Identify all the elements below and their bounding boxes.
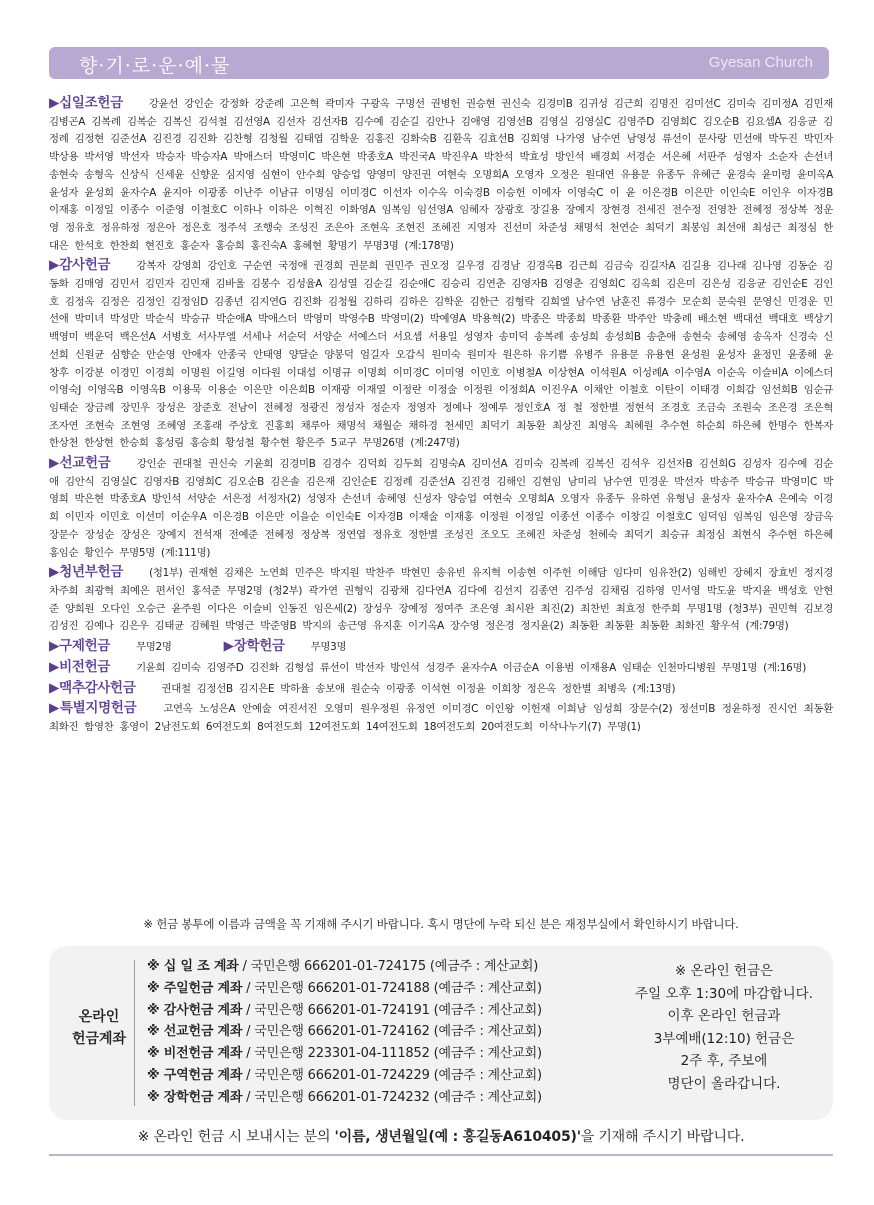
note-line: 3부예배(12:10) 헌금은 bbox=[653, 1030, 795, 1047]
note-line: 2주 후, 주보에 bbox=[680, 1053, 768, 1069]
section-names: 강윤선 강인순 강정화 강준례 고은혁 곽미자 구광옥 구명선 권병헌 권승현 권신숙 김경미B 김귀성 김근희 김명진 김미선C 김미숙 김미정A 김민재 김병곤A 김복례 김복순 김복신 김석철 김선영A 김선자 김선자B 김수예 김순길 김안나 김애영 김영선B 김영실 김영실C 김영주D 김영희C 김오순B 김요셉A 김응균 김정례 김정현 김준선A 김진경 김진화 김찬형 김청월 김태엽 김학운 김홍진 김화숙B 김환옥 김효선B 김희영 나가영 남수연 남영성 류선이 문사랑 민선애 박두진 박민자 박상용 박서영 박선자 박승자 박승자A 박애스더 박영미C 박은현 박종호A 박진국A 박진우A 박찬석 박효성 방인석 배경희 서경순 서은혜 서판주 성영자 소순자 손선녀 송현숙 송형옥 신상식 신세윤 신향운 심지영 심현이 안수희 양승업 양영미 양진권 여현숙 오명희A 오영자 오정은 원대연 유용문 유종두 유혜근 윤경숙 윤미령 윤미옥A 윤성자 윤성희 윤자수A 윤지아 이광종 이난주 이남규 이명심 이미경C 이선자 이수옥 이숙경B 이승헌 이에자 이영숙C 이 윤 이은경B 이은만 이인숙E 이인우 이자경B 이재홍 이정일 이종수 이준영 이철호C 이하나 이하은 이혁진 이화영A 임복임 임선영A 임혜자 장광호 장길용 장예지 장현경 전세진 전수정 전영찬 전혜정 정상복 정운영 정유호 정유하정 정은아 정은호 정주석 조행숙 조성진 조은아 조현옥 조현진 조혜진 지영자 진선미 차준성 채명석 천연순 최덕기 최봉임 최선애 최성근 최정심 한대은 한석호 한찬희 현진호 홍순자 홍승희 홍진숙A 홍혜현 황명기 무명3명 (계:178명) bbox=[49, 98, 833, 252]
envelope-notice: ※ 헌금 봉투에 이름과 금액을 꼭 기재해 주시기 바랍니다. 혹시 명단에 누락 되신 분은 재정부실에서 확인하시기 바랍니다. bbox=[143, 917, 739, 931]
section-names: (청1부) 권재현 김채은 노연희 민주은 박지원 박찬주 박현민 송유빈 유지혁 이송현 이주헌 이해담 임다미 임유찬(2) 임해빈 장혜지 장효빈 정지경 차주희 최광혁 최예은 편서인 홍석준 무명2명 (청2부) 곽가연 권형익 김광채 김다연A 김다예 김선지 김종연 김주성 김채림 김하영 민서영 박도윤 박지윤 백성호 안현준 양희원 오다인 오승근 윤주원 이다은 이슬비 인동진 임은세(2) 장성우 장예정 정여주 조은영 최시완 최진(2) 최찬빈 최효정 한주희 무명1명 (청3부) 권민혁 김보경 김성진 김예나 김은우 김태균 김혜원 박영근 박준영B 박지의 송근영 유지훈 이기옥A 장수영 정은경 정지윤(2) 최동환 최동환 최동환 최화진 황우석 (계:79명) bbox=[49, 567, 833, 633]
account-name: ※ 감사헌금 계좌 bbox=[147, 1002, 243, 1018]
account-info: / 국민은행 223301-04-111852 (예금주 : 계산교회) bbox=[242, 1046, 542, 1062]
account-row bbox=[147, 1043, 617, 1065]
note-line: 명단이 올라갑니다. bbox=[667, 1075, 781, 1092]
online-offering-box bbox=[49, 946, 833, 1120]
footer-suffix: 을 기재해 주시기 바랍니다. bbox=[580, 1129, 745, 1145]
label-line: 온라인 bbox=[78, 1009, 120, 1025]
account-row bbox=[147, 1065, 617, 1087]
account-info: / 국민은행 666201-01-724188 (예금주 : 계산교회) bbox=[242, 980, 542, 996]
footer-prefix: ※ 온라인 헌금 시 보내시는 분의 bbox=[137, 1129, 335, 1145]
section-vision bbox=[49, 659, 833, 678]
note-line: 이후 온라인 헌금과 bbox=[667, 1008, 781, 1024]
online-offering-label bbox=[59, 1006, 139, 1050]
account-name: ※ 선교헌금 계좌 bbox=[147, 1024, 243, 1040]
bottom-divider bbox=[49, 1154, 833, 1156]
account-row bbox=[147, 1000, 617, 1022]
account-row bbox=[147, 956, 617, 978]
account-info: / 국민은행 666201-01-724232 (예금주 : 계산교회) bbox=[242, 1089, 542, 1105]
section-relief-scholarship bbox=[49, 638, 833, 657]
church-name: Gyesan Church bbox=[708, 54, 813, 71]
account-list bbox=[147, 956, 617, 1109]
section-thanks bbox=[49, 257, 833, 453]
section-names: 강복자 강영희 강인호 구순연 국정애 권경희 권문희 권민주 권오정 길우경 김경남 김경옥B 김근희 김금숙 김길자A 김길용 김나래 김나영 김동순 김동화 김매영 김민서 김민자 김민재 김바울 김봉수 김성율A 김성열 김순길 김순애C 김승리 김연춘 김영자B 김영춘 김영희C 김옥희 김은미 김은성 김응균 김인순E 김인호 김정옥 김정은 김정인 김정임D 김종년 김지연G 김진화 김청월 김하리 김하은 김학운 김한근 김형락 김희엘 남수연 남훈진 류경수 모순희 문숙원 문영신 민경운 민선애 박미녀 박성만 박순식 박승규 박순애A 박애스더 박영미 박영수B 박영미(2) 박예영A 박용혁(2) 박종은 박종희 박종환 박주안 박충례 배소현 백대선 백대호 백상기 백영미 백운덕 백은선A 서병호 서사무엘 서세나 서순덕 서양순 서예스더 서요셉 서용일 성영자 송미덕 송복례 송성희 송성희B 송춘애 송현숙 송혜영 송옥자 신경숙 신선희 신원균 심향순 안순영 안애자 안종국 안태영 양달순 양봉덕 엄길자 오갑식 원미숙 원미자 원은하 유기쁨 유병주 유용문 유용현 윤성원 윤성자 윤정민 윤종해 윤창후 이강분 이경민 이경희 이명원 이길영 이다원 이대섭 이명규 이명희 이미경C 이미영 이민호 이병철A 이상현A 이석원A 이성례A 이수영A 이순옥 이슬비A 이에스더 이영숙J 이영옥B 이영옥B 이용묵 이용순 이은만 이은희B 이재광 이재열 이정란 이정술 이정원 이정희A 이진우A 이채안 이철호 이탄이 이태경 이희갑 임선희B 임순규 임태순 장금례 장민우 장성은 장준호 전남이 전혜정 정광진 정성자 정순자 정영자 정예나 정예루 정인호A 정 철 정한별 정현석 조경호 조금숙 조원숙 조은경 조은혁 조자연 조현숙 조현영 조혜영 조홍래 주상호 진홍회 채루아 채명석 채월순 채하경 천세민 최덕기 최동환 최상진 최영옥 최혜원 추수현 하순희 하은혜 한명수 한복자 한상천 한상현 한승희 홍성림 홍승희 황성철 황수현 황은주 5교구 무명26명 (계:247명) bbox=[49, 260, 833, 450]
divider bbox=[134, 960, 135, 1106]
online-sender-note bbox=[49, 1126, 833, 1146]
account-row bbox=[147, 978, 617, 1000]
account-info: / 국민은행 666201-01-724175 (예금주 : 계산교회) bbox=[238, 959, 539, 974]
account-name: ※ 십 일 조 계좌 bbox=[147, 959, 239, 974]
account-name: ※ 구역헌금 계좌 bbox=[147, 1067, 243, 1083]
account-row bbox=[147, 1021, 617, 1043]
online-deadline-note bbox=[609, 960, 839, 1095]
section-harvest bbox=[49, 680, 833, 699]
header-bar bbox=[49, 47, 829, 79]
footer-bold: '이름, 생년월일(예 : 홍길동A610405)' bbox=[334, 1129, 581, 1145]
account-info: / 국민은행 666201-01-724229 (예금주 : 계산교회) bbox=[242, 1067, 542, 1083]
section-title: ▶맥추감사헌금 bbox=[49, 679, 136, 696]
section-youth bbox=[49, 564, 833, 636]
account-name: ※ 비전헌금 계좌 bbox=[147, 1046, 243, 1062]
section-title: ▶감사헌금 bbox=[49, 257, 111, 274]
note-line: ※ 온라인 헌금은 bbox=[674, 963, 774, 979]
section-names: 기윤희 김미숙 김영주D 김진화 김형섭 류선이 박선자 방인석 성경주 윤자수A 이금순A 이용범 이재용A 임태순 인천마디병원 무명1명 (계:16명) bbox=[136, 661, 806, 674]
section-title: ▶특별지명헌금 bbox=[49, 700, 137, 717]
section-title: ▶구제헌금 bbox=[49, 638, 111, 655]
header-title: 향·기·로·운·예·물 bbox=[79, 55, 231, 77]
account-info: / 국민은행 666201-01-724162 (예금주 : 계산교회) bbox=[242, 1024, 542, 1040]
section-names: 고연옥 노성은A 안예술 여진서진 오영미 원우정원 유정연 이미경C 이인왕 이헌재 이희남 임성희 장문수(2) 정선미B 정윤하정 진시언 최동환 최화진 함영찬 홍영이 2남전도회 6여전도회 8여전도회 12여전도회 14여전도회 18여전도회 20여전도회 이삭나누기(7) 무명(1) bbox=[49, 703, 833, 733]
account-row bbox=[147, 1087, 617, 1109]
section-title: ▶십일조헌금 bbox=[49, 95, 123, 111]
section-title: ▶선교헌금 bbox=[49, 455, 111, 472]
account-info: / 국민은행 666201-01-724191 (예금주 : 계산교회) bbox=[242, 1002, 542, 1018]
account-name: ※ 주일헌금 계좌 bbox=[147, 980, 243, 996]
note-line: 주일 오후 1:30에 마감합니다. bbox=[635, 985, 813, 1002]
account-name: ※ 장학헌금 계좌 bbox=[147, 1089, 243, 1105]
section-names: 권대철 김정선B 김지은E 박하율 송보애 원순숙 이광종 이석현 이정윤 이희창 정은옥 정한별 최병욱 (계:13명) bbox=[161, 682, 676, 695]
section-tithe bbox=[49, 95, 833, 255]
section-names: 강인순 권대철 권신숙 기윤희 김경미B 김경수 김덕희 김두희 김명숙A 김미선A 김미숙 김복례 김복신 김석우 김선자B 김선희G 김성자 김수예 김순애 김안식 김영실C 김영자B 김영희C 김오순B 김은솔 김은재 김인순E 김정례 김준선A 김진경 김해인 김현임 남미리 남수연 민경운 박선자 박송주 박승규 박영미C 박영희 박은현 박종호A 방인석 서양순 서은정 서정자(2) 성영자 손선녀 송혜영 신성자 양승업 여현숙 오명희A 오영자 유종두 유하연 유형님 윤성자 윤자수A 은예숙 이경희 이민자 이민호 이선미 이순우A 이은경B 이은만 이을순 이인숙E 이자경B 이재술 이재홍 이정원 이정일 이종선 이종수 이창길 이철호C 임덕임 임복임 임은영 장금옥 장문수 장성순 장성은 장예지 전석재 전예준 전혜정 정상복 정연엽 정유호 정한별 조성진 조오도 조혜진 차준성 천혜숙 최덕기 최승규 최정심 최현식 추수현 하은혜 홍임순 황인수 무명5명 (계:111명) bbox=[49, 458, 833, 559]
section-names: 무명2명 bbox=[136, 641, 172, 654]
section-names: 무명3명 bbox=[310, 641, 347, 654]
label-line: 헌금계좌 bbox=[71, 1031, 127, 1047]
section-title: ▶장학헌금 bbox=[223, 638, 285, 655]
section-title: ▶청년부헌금 bbox=[49, 564, 123, 581]
section-title: ▶비전헌금 bbox=[49, 658, 111, 675]
offering-list bbox=[49, 95, 833, 739]
section-special bbox=[49, 700, 833, 736]
section-mission bbox=[49, 455, 833, 562]
